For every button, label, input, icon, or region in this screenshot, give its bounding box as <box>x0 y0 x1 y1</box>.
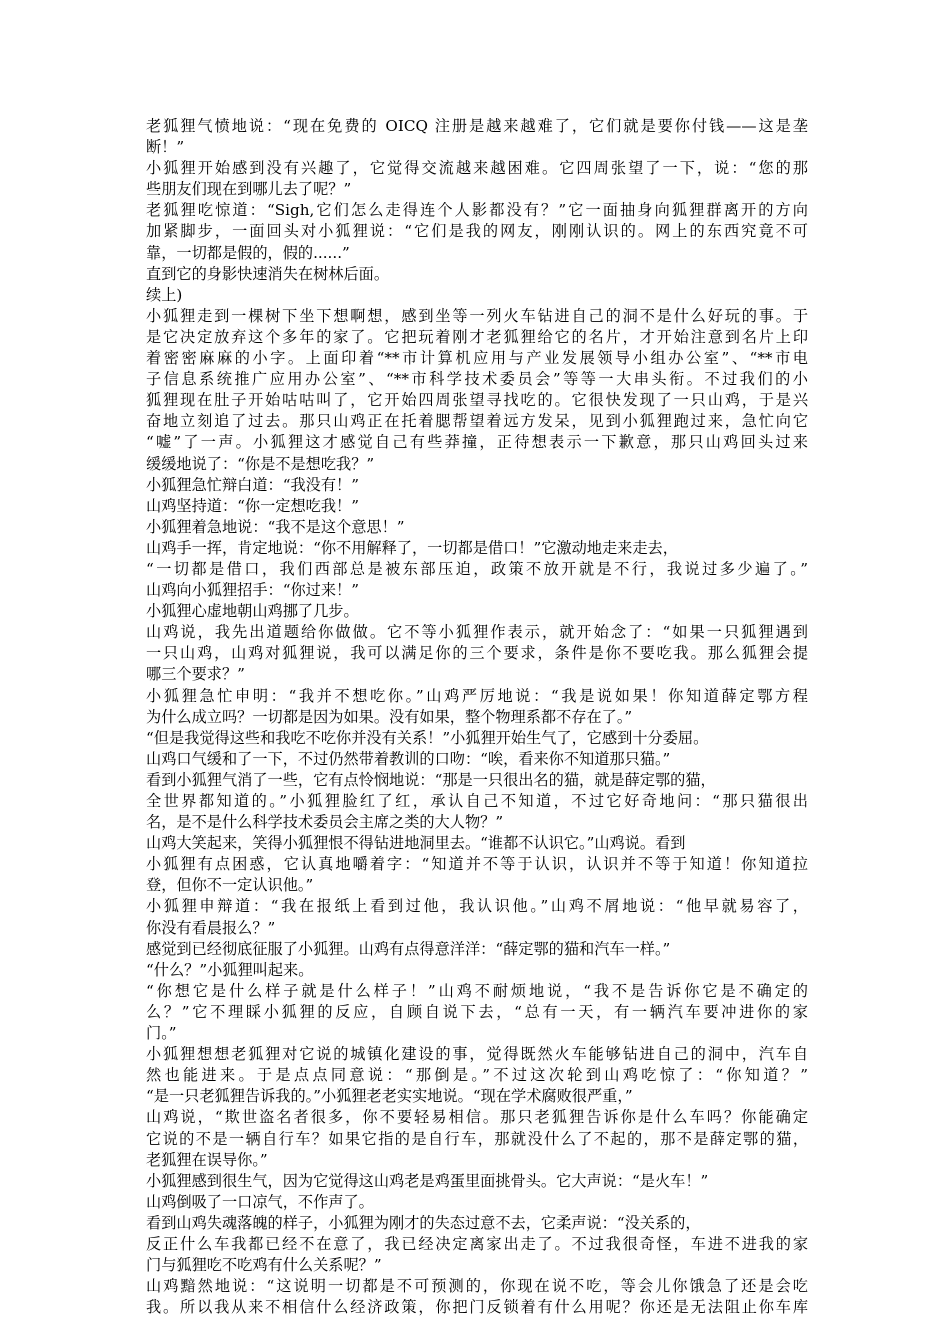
text-line: 狐狸现在肚子开始咕咕叫了，它开始四周张望寻找吃的。它很快发现了一只山鸡，于是兴 <box>146 391 808 410</box>
text-line: 我。所以我从来不相信什么经济政策，你把门反锁着有什么用呢？你还是无法阻止你车库 <box>146 1298 808 1317</box>
text-line: 山鸡黯然地说：“这说明一切都是不可预测的，你现在说不吃，等会儿你饿急了还是会吃 <box>146 1277 808 1296</box>
text-line: 山鸡说，“欺世盗名者很多，你不要轻易相信。那只老狐狸告诉你是什么车吗？你能确定 <box>146 1108 808 1127</box>
text-line: 看到山鸡失魂落魄的样子，小狐狸为刚才的失态过意不去，它柔声说：“没关系的， <box>146 1213 701 1232</box>
document-body <box>146 116 808 1318</box>
text-line: 登，但你不一定认识他。” <box>146 876 314 895</box>
text-line: “什么？”小狐狸叫起来。 <box>146 960 314 979</box>
text-line: 小狐狸心虚地朝山鸡挪了几步。 <box>146 602 359 621</box>
text-line: 续上) <box>146 285 183 304</box>
text-line: 小狐狸着急地说：“我不是这个意思！” <box>146 517 405 536</box>
text-line: 为什么成立吗？一切都是因为如果。没有如果，整个物理系都不存在了。” <box>146 707 633 726</box>
text-line: 小狐狸走到一棵树下坐下想啊想，感到坐等一列火车钻进自己的洞不是什么好玩的事。于 <box>146 306 808 325</box>
text-line: 是它决定放弃这个多年的家了。它把玩着刚才老狐狸给它的名片，才开始注意到名片上印 <box>146 327 808 346</box>
text-line: 小狐狸急忙辩白道：“我没有！” <box>146 475 359 494</box>
text-line: 山鸡口气缓和了一下，不过仍然带着教训的口吻：“唉，看来你不知道那只猫。” <box>146 749 671 768</box>
text-line: 小狐狸想想老狐狸对它说的城镇化建设的事，觉得既然火车能够钻进自己的洞中，汽车自 <box>146 1045 808 1064</box>
text-line: 么？”它不理睬小狐狸的反应，自顾自说下去，“总有一天，有一辆汽车要冲进你的家 <box>146 1002 808 1021</box>
text-line: 看到小狐狸气消了一些，它有点怜悯地说：“那是一只很出名的猫，就是薛定鄂的猫， <box>146 770 716 789</box>
text-line: 山鸡大笑起来，笑得小狐狸恨不得钻进地洞里去。“谁都不认识它。”山鸡说。看到 <box>146 834 686 853</box>
text-line: 全世界都知道的。”小狐狸脸红了红，承认自己不知道，不过它好奇地问：“那只猫很出 <box>146 792 808 810</box>
text-line: 哪三个要求？” <box>146 665 245 684</box>
text-line: 老狐狸在误导你。” <box>146 1150 268 1169</box>
text-line: 小狐狸急忙申明：“我并不想吃你。”山鸡严厉地说：“我是说如果！你知道薛定鄂方程 <box>146 686 808 705</box>
text-line: 靠，一切都是假的，假的......” <box>146 243 350 262</box>
text-line: 山鸡向小狐狸招手：“你过来！” <box>146 581 359 600</box>
text-line: 小狐狸有点困惑，它认真地嚼着字：“知道并不等于认识，认识并不等于知道！你知道拉 <box>146 855 808 874</box>
text-line: 加紧脚步，一面回头对小狐狸说：“它们是我的网友，刚刚认识的。网上的东西究竟不可 <box>146 222 808 241</box>
text-line: 一只山鸡，山鸡对狐狸说，我可以满足你的三个要求，条件是你不要吃我。那么狐狸会提 <box>146 644 808 663</box>
text-line: 直到它的身影快速消失在树林后面。 <box>146 264 389 283</box>
text-line: 反正什么车我都已经不在意了，我已经决定离家出走了。不过我很奇怪，车进不进我的家 <box>146 1234 808 1253</box>
text-line: 小狐狸申辩道：“我在报纸上看到过他，我认识他。”山鸡不屑地说：“他早就易容了， <box>146 897 808 916</box>
text-line: “但是我觉得这些和我吃不吃你并没有关系！”小狐狸开始生气了，它感到十分委屈。 <box>146 728 709 747</box>
text-line: “嘘”了一声。小狐狸这才感觉自己有些莽撞，正待想表示一下歉意，那只山鸡回头过来 <box>146 433 808 452</box>
text-line: 老狐狸气愤地说：“现在免费的 OICQ 注册是越来越难了，它们就是要你付钱——这是垄 <box>146 117 808 135</box>
text-line: 你没有看晨报么？” <box>146 918 276 937</box>
text-line: 老狐狸吃惊道：“Sigh,它们怎么走得连个人影都没有？”它一面抽身向狐狸群离开的方向 <box>146 201 808 220</box>
text-line: 名，是不是什么科学技术委员会主席之类的大人物？” <box>146 813 504 832</box>
text-line: 缓缓地说了：“你是不是想吃我？” <box>146 454 375 473</box>
text-line: 门。” <box>146 1024 177 1043</box>
text-line: 山鸡说，我先出道题给你做做。它不等小狐狸作表示，就开始念了：“如果一只狐狸遇到 <box>146 623 808 642</box>
text-line: 着密密麻麻的小字。上面印着“**市计算机应用与产业发展领导小组办公室”、“**市电 <box>146 349 808 368</box>
text-line: 小狐狸感到很生气，因为它觉得这山鸡老是鸡蛋里面挑骨头。它大声说：“是火车！” <box>146 1171 709 1190</box>
text-line: 然也能进来。于是点点同意说：“那倒是。”不过这次轮到山鸡吃惊了：“你知道？” <box>146 1066 808 1085</box>
text-line: 它说的不是一辆自行车？如果它指的是自行车，那就没什么了不起的，那不是薛定鄂的猫， <box>146 1129 808 1148</box>
text-line: “你想它是什么样子就是什么样子！”山鸡不耐烦地说，“我不是告诉你它是不确定的 <box>146 981 808 1000</box>
text-line: 子信息系统推广应用办公室”、“**市科学技术委员会”等等一大串头衔。不过我们的小 <box>146 370 808 389</box>
text-line: 门与狐狸吃不吃鸡有什么关系呢？” <box>146 1256 382 1275</box>
text-line: 小狐狸开始感到没有兴趣了，它觉得交流越来越困难。它四周张望了一下，说：“您的那 <box>146 159 808 178</box>
text-line: 山鸡倒吸了一口凉气，不作声了。 <box>146 1192 374 1211</box>
text-line: 山鸡手一挥，肯定地说：“你不用解释了，一切都是借口！”它激动地走来走去， <box>146 538 678 557</box>
text-line: “是一只老狐狸告诉我的。”小狐狸老老实实地说。“现在学术腐败很严重，” <box>146 1087 633 1106</box>
text-line: 山鸡坚持道：“你一定想吃我！” <box>146 496 359 515</box>
text-line: 感觉到已经彻底征服了小狐狸。山鸡有点得意洋洋：“薛定鄂的猫和汽车一样。” <box>146 939 671 958</box>
text-line: “一切都是借口，我们西部总是被东部压迫，政策不放开就是不行，我说过多少遍了。” <box>146 559 808 578</box>
text-line: 断！” <box>146 138 185 157</box>
text-line: 奋地立刻追了过去。那只山鸡正在托着腮帮望着远方发呆，见到小狐狸跑过来，急忙向它 <box>146 412 808 431</box>
text-line: 些朋友们现在到哪儿去了呢？” <box>146 180 352 199</box>
